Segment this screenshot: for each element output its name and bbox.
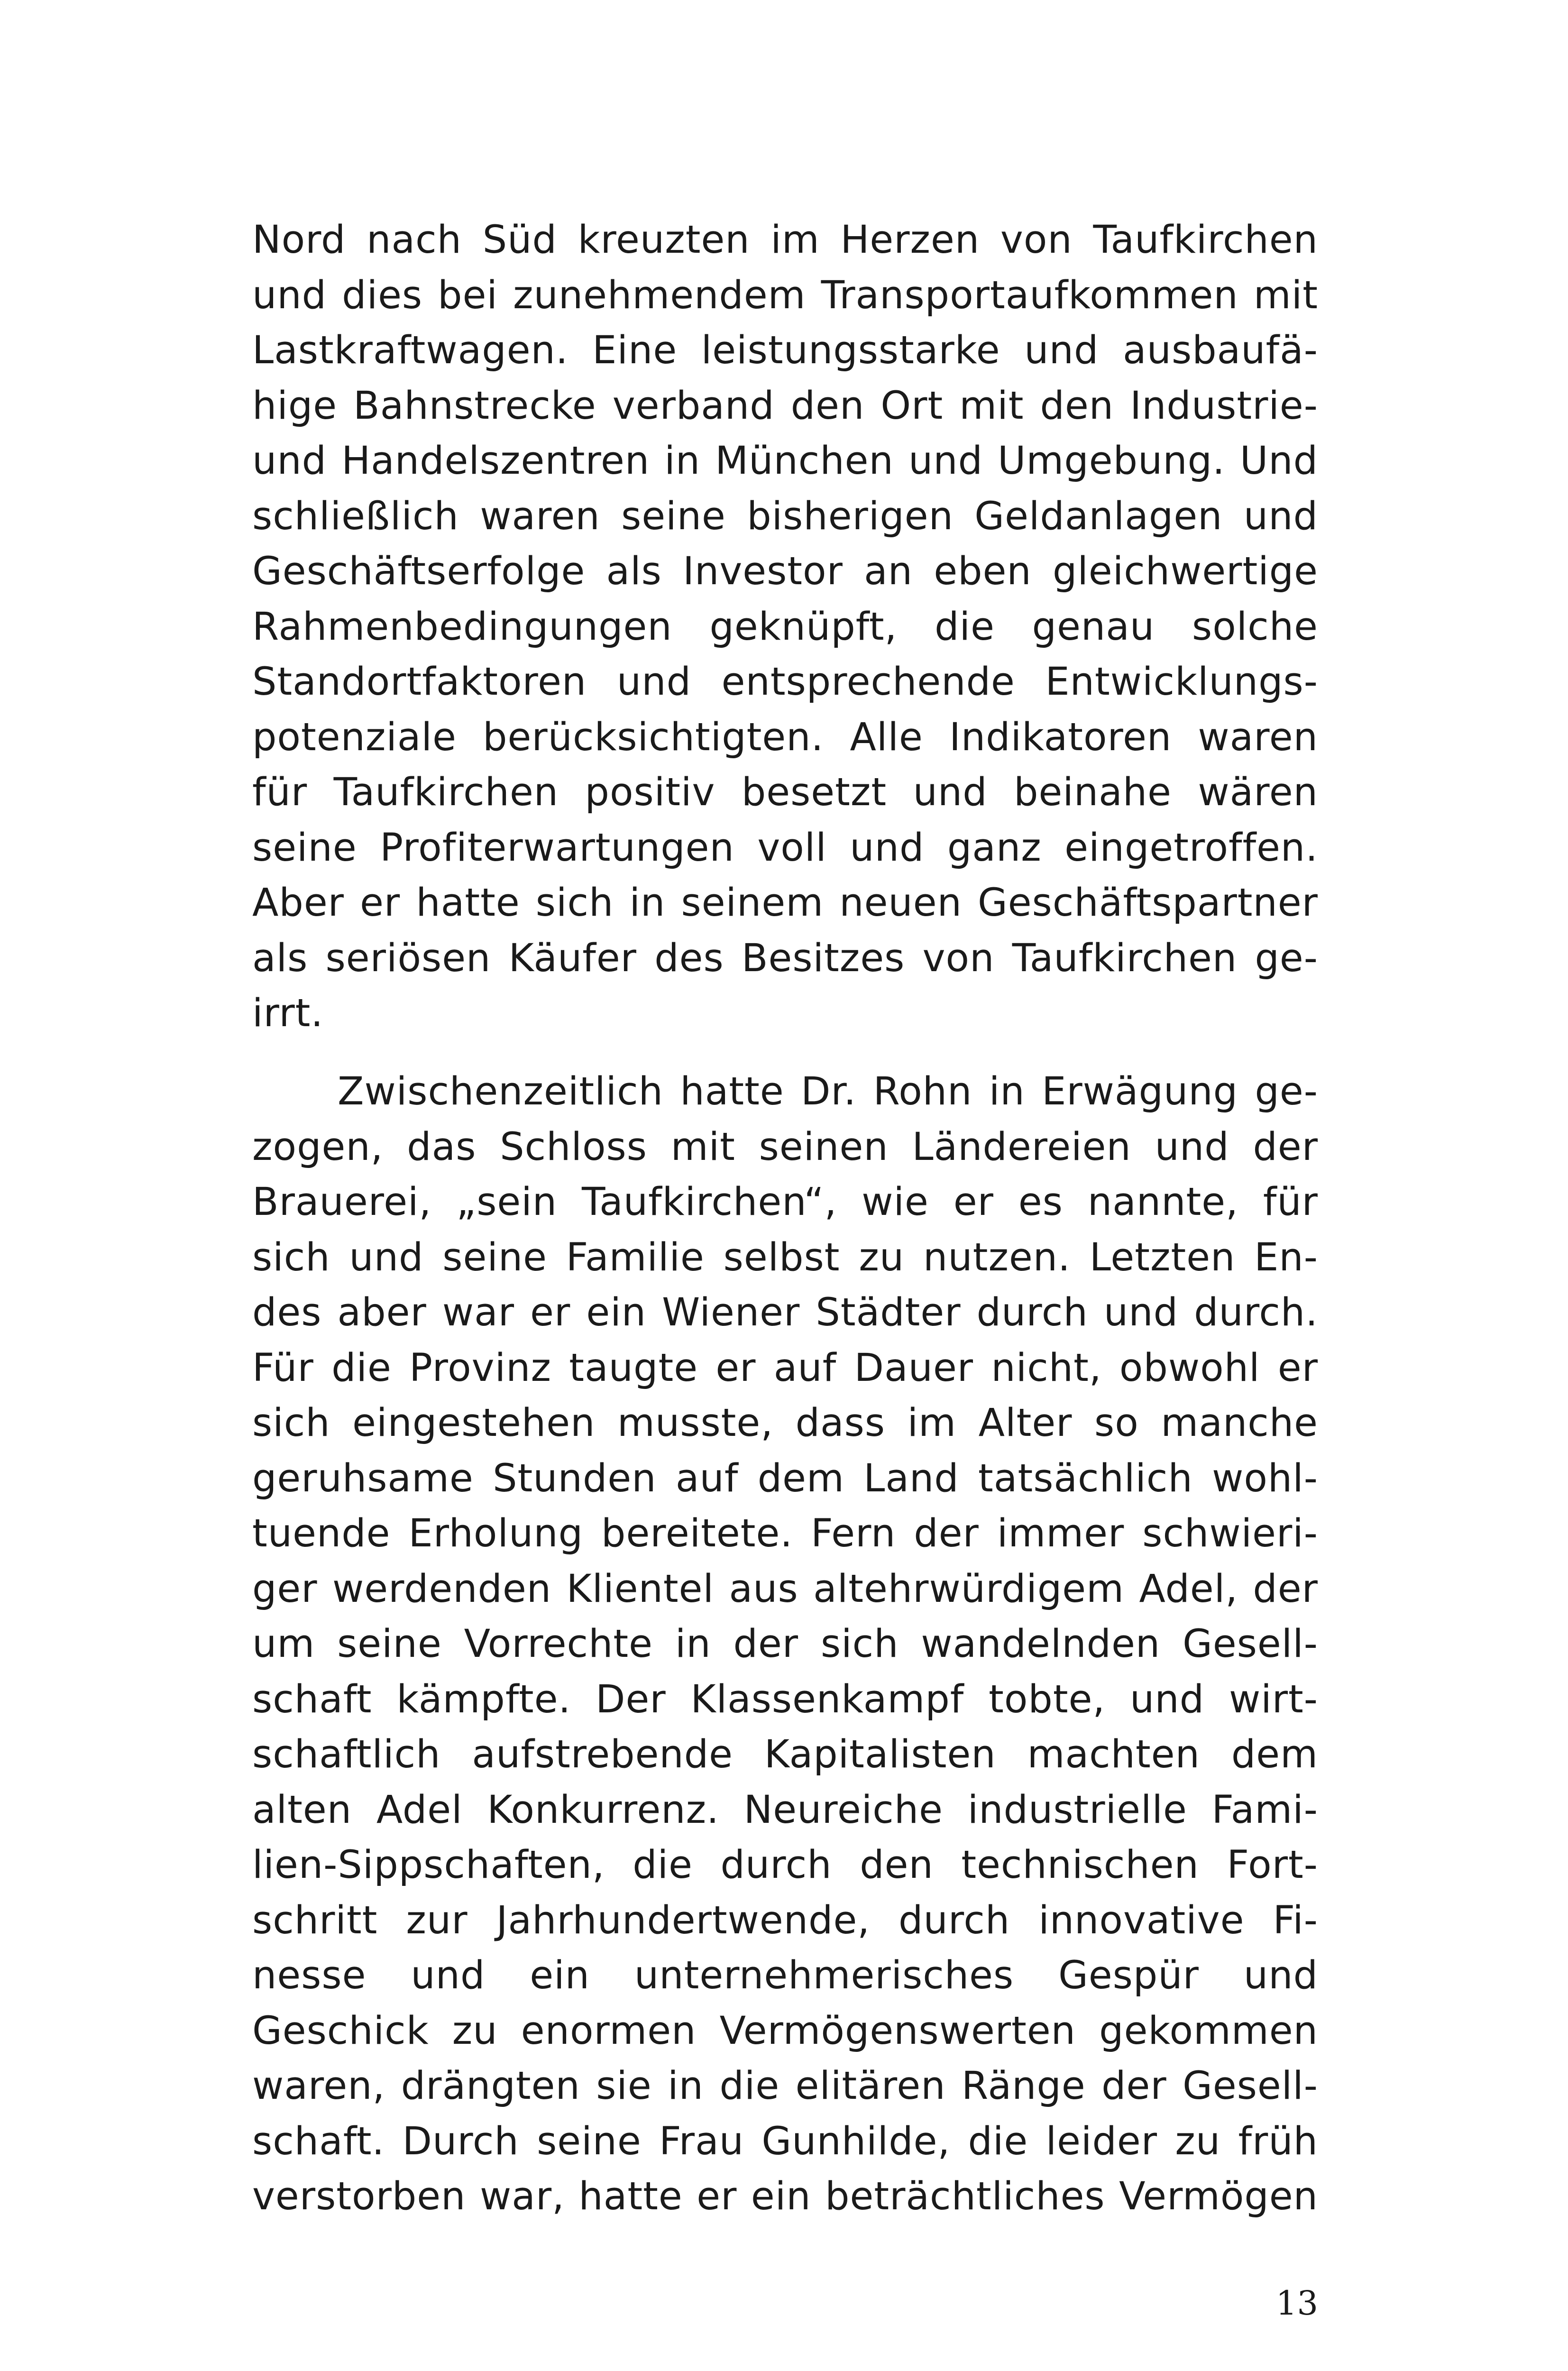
text-line: zogen, das Schloss mit seinen Ländereien und der: [252, 1124, 1318, 1169]
text-line: irrt.: [252, 991, 324, 1036]
text-line: schließlich waren seine bisherigen Geldanlagen und: [252, 494, 1318, 539]
text-line: lien-Sippschaften, die durch den technischen Fort-: [252, 1843, 1318, 1887]
text-line: des aber war er ein Wiener Städter durch und durch.: [252, 1290, 1318, 1335]
paragraph-1: [252, 212, 1318, 1041]
text-line: Zwischenzeitlich hatte Dr. Rohn in Erwägung ge-: [338, 1069, 1318, 1114]
text-line: Aber er hatte sich in seinem neuen Geschäftspartner: [252, 881, 1318, 925]
text-line: und dies bei zunehmendem Transportaufkommen mit: [252, 273, 1318, 318]
text-line: Nord nach Süd kreuzten im Herzen von Taufkirchen: [252, 218, 1318, 262]
text-line: sich und seine Familie selbst zu nutzen. Letzten En-: [252, 1235, 1318, 1280]
text-line: für Taufkirchen positiv besetzt und beinahe wären: [252, 770, 1318, 815]
text-line: und Handelszentren in München und Umgebung. Und: [252, 439, 1318, 483]
text-line: Rahmenbedingungen geknüpft, die genau solche: [252, 604, 1318, 649]
text-line: hige Bahnstrecke verband den Ort mit den Industrie-: [252, 383, 1318, 428]
text-line: als seriösen Käufer des Besitzes von Taufkirchen ge-: [252, 936, 1318, 981]
text-line: seine Profiterwartungen voll und ganz eingetroffen.: [252, 825, 1318, 870]
text-line: potenziale berücksichtigten. Alle Indikatoren waren: [252, 715, 1318, 760]
text-line: schaftlich aufstrebende Kapitalisten machten dem: [252, 1732, 1318, 1777]
text-line: tuende Erholung bereitete. Fern der immer schwieri-: [252, 1511, 1318, 1556]
text-line: Geschäftserfolge als Investor an eben gleichwertige: [252, 549, 1318, 594]
text-line: Lastkraftwagen. Eine leistungsstarke und ausbaufä-: [252, 328, 1318, 373]
text-line: alten Adel Konkurrenz. Neureiche industrielle Fami-: [252, 1787, 1318, 1832]
text-line: nesse und ein unternehmerisches Gespür und: [252, 1953, 1318, 1998]
page-number: 13: [1275, 2284, 1318, 2323]
text-line: um seine Vorrechte in der sich wandelnden Gesell-: [252, 1622, 1318, 1666]
text-line: schaft. Durch seine Frau Gunhilde, die leider zu früh: [252, 2119, 1318, 2164]
text-line: schaft kämpfte. Der Klassenkampf tobte, und wirt-: [252, 1677, 1318, 1722]
text-line: Brauerei, „sein Taufkirchen“, wie er es nannte, für: [252, 1180, 1318, 1224]
text-line: Geschick zu enormen Vermögenswerten gekommen: [252, 2008, 1318, 2053]
paragraph-2: [252, 1064, 1318, 2224]
text-line: Für die Provinz taugte er auf Dauer nicht, obwohl er: [252, 1345, 1318, 1390]
text-line: Standortfaktoren und entsprechende Entwicklungs-: [252, 660, 1318, 704]
text-line: geruhsame Stunden auf dem Land tatsächlich wohl-: [252, 1456, 1318, 1501]
text-line: verstorben war, hatte er ein beträchtliches Vermögen: [252, 2174, 1318, 2219]
text-line: ger werdenden Klientel aus altehrwürdigem Adel, der: [252, 1566, 1318, 1611]
text-line: waren, drängten sie in die elitären Ränge der Gesell-: [252, 2064, 1318, 2108]
text-line: sich eingestehen musste, dass im Alter so manche: [252, 1401, 1318, 1445]
text-line: schritt zur Jahrhundertwende, durch innovative Fi-: [252, 1898, 1318, 1943]
